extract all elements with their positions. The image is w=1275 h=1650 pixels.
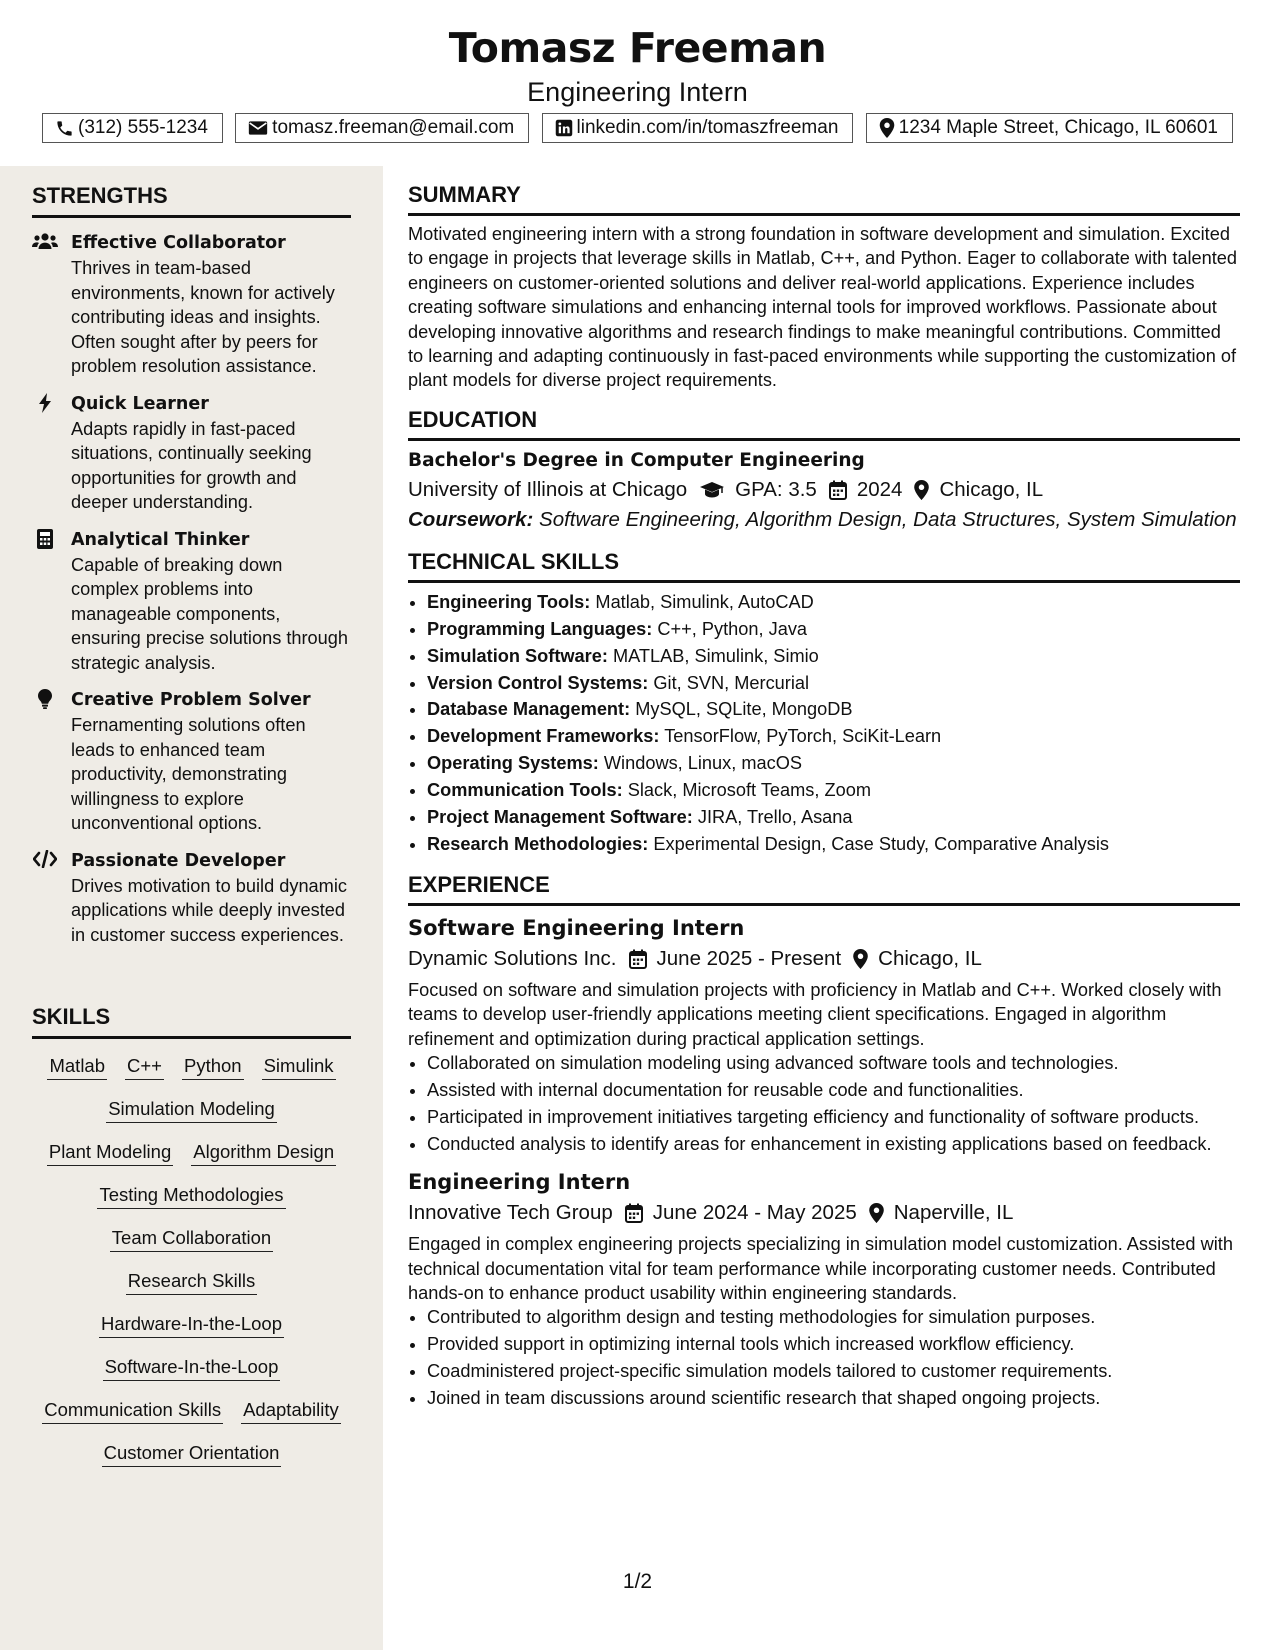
summary-heading: SUMMARY xyxy=(408,182,1240,216)
contact-text: tomasz.freeman@email.com xyxy=(272,117,515,138)
map-pin-icon xyxy=(869,1203,884,1223)
contact-text: 1234 Maple Street, Chicago, IL 60601 xyxy=(898,117,1218,138)
coursework-label: Coursework: xyxy=(408,507,534,531)
list-item: • Contributed to algorithm design and testing methodologies for simulation purposes. xyxy=(427,1305,1240,1329)
experience-section xyxy=(408,872,1240,1411)
skill-tag: Adaptability xyxy=(241,1397,341,1424)
education-meta xyxy=(408,475,1240,505)
graduation-year: 2024 xyxy=(856,477,903,501)
list-item xyxy=(427,643,1240,670)
contact-phone[interactable] xyxy=(42,113,223,143)
skill-values: Windows, Linux, macOS xyxy=(603,753,802,774)
degree-title: Bachelor's Degree in Computer Engineering xyxy=(408,449,865,471)
school-location: Chicago, IL xyxy=(939,477,1044,501)
map-pin-icon xyxy=(879,118,895,138)
skill-row xyxy=(32,1354,351,1381)
page-indicator: 1/2 xyxy=(622,1570,653,1593)
contact-text: (312) 555-1234 xyxy=(78,117,208,138)
list-item: • Collaborated on simulation modeling using advanced software tools and technologies. xyxy=(427,1051,1240,1075)
skill-category: Version Control Systems: xyxy=(427,672,649,693)
contact-linkedin[interactable] xyxy=(542,113,854,143)
skill-row xyxy=(32,1225,351,1252)
skill-values: MATLAB, Simulink, Simio xyxy=(612,645,819,666)
list-item: • Conducted analysis to identify areas for enhancement in existing applications based on feedback. xyxy=(427,1132,1240,1156)
phone-icon xyxy=(55,119,74,138)
experience-heading: EXPERIENCE xyxy=(408,872,1240,906)
envelope-icon xyxy=(248,119,268,137)
skill-tag: Testing Methodologies xyxy=(97,1182,285,1209)
contact-text: linkedin.com/in/tomaszfreeman xyxy=(576,117,839,138)
skill-values: Matlab, Simulink, AutoCAD xyxy=(595,591,814,612)
map-pin-icon xyxy=(853,949,868,969)
skill-values: Git, SVN, Mercurial xyxy=(653,672,810,693)
skill-tag: Customer Orientation xyxy=(102,1440,282,1467)
strength-title: Effective Collaborator xyxy=(71,233,286,253)
company-name: Innovative Tech Group xyxy=(408,1201,613,1225)
skill-category: Project Management Software: xyxy=(427,807,693,828)
skill-row xyxy=(32,1096,351,1123)
skill-tag: Software-In-the-Loop xyxy=(103,1354,281,1381)
skill-row xyxy=(32,1397,351,1424)
calculator-icon xyxy=(32,529,58,554)
candidate-title: Engineering Intern xyxy=(527,77,748,107)
users-icon xyxy=(32,232,58,255)
list-item xyxy=(427,723,1240,750)
skill-tag: Hardware-In-the-Loop xyxy=(99,1311,284,1338)
contact-address[interactable] xyxy=(866,113,1233,143)
list-item: • Provided support in optimizing internal tools which increased workflow efficiency. xyxy=(427,1332,1240,1356)
skill-tag: Algorithm Design xyxy=(191,1139,336,1166)
coursework xyxy=(408,505,1240,535)
education-section xyxy=(408,407,1240,535)
code-icon xyxy=(32,850,58,873)
strength-description: Fernamenting solutions often leads to enhanced team productivity, demonstrating willingness to explore unconventional options. xyxy=(71,715,306,833)
job-location: Chicago, IL xyxy=(878,946,982,970)
skill-row xyxy=(32,1268,351,1295)
strengths-section xyxy=(32,183,351,947)
skill-tag: C++ xyxy=(125,1053,164,1080)
list-item xyxy=(427,831,1240,858)
skill-tag: Research Skills xyxy=(126,1268,258,1295)
job-bullets xyxy=(408,1305,1240,1410)
calendar-icon xyxy=(629,949,647,969)
strength-description: Adapts rapidly in fast-paced situations, continually seeking opportunities for growth and deeper understanding. xyxy=(71,418,312,512)
job-location: Naperville, IL xyxy=(893,1201,1014,1225)
skill-category: Development Frameworks: xyxy=(427,726,660,747)
skill-tag: Python xyxy=(182,1053,244,1080)
skill-values: TensorFlow, PyTorch, SciKit-Learn xyxy=(664,726,942,747)
skill-row xyxy=(32,1440,351,1467)
map-pin-icon xyxy=(914,480,929,500)
skill-tag: Plant Modeling xyxy=(47,1139,173,1166)
job-summary: Engaged in complex engineering projects specializing in simulation model customization. Assisted with technical documentation vital for team performance while incorporating customer needs. Contributed hands-on to enhance product usability within engineering standards. xyxy=(408,1234,1233,1304)
skill-row xyxy=(32,1053,351,1080)
skill-category: Programming Languages: xyxy=(427,618,653,639)
skill-category: Engineering Tools: xyxy=(427,591,591,612)
company-name: Dynamic Solutions Inc. xyxy=(408,946,617,970)
list-item: • Coadministered project-specific simulation models tailored to customer requirements. xyxy=(427,1359,1240,1383)
skill-values: JIRA, Trello, Asana xyxy=(697,807,853,828)
contact-bar xyxy=(42,113,1233,143)
skill-row xyxy=(32,1311,351,1338)
list-item xyxy=(427,589,1240,616)
strength-item xyxy=(32,687,351,836)
list-item: • Joined in team discussions around scientific research that shaped ongoing projects. xyxy=(427,1386,1240,1410)
list-item: • Participated in improvement initiatives targeting efficiency and functionality of software products. xyxy=(427,1105,1240,1129)
skill-tag: Communication Skills xyxy=(42,1397,223,1424)
skill-category: Database Management: xyxy=(427,699,631,720)
job-bullets xyxy=(408,1051,1240,1156)
skill-category: Communication Tools: xyxy=(427,780,623,801)
list-item xyxy=(427,696,1240,723)
skill-row xyxy=(32,1139,351,1166)
candidate-name: Tomasz Freeman xyxy=(448,24,827,72)
summary-section xyxy=(408,182,1240,393)
skill-tag: Simulation Modeling xyxy=(106,1096,277,1123)
list-item: • Assisted with internal documentation for reusable code and functionalities. xyxy=(427,1078,1240,1102)
list-item xyxy=(427,616,1240,643)
list-item xyxy=(427,804,1240,831)
job-entry xyxy=(408,1166,1240,1410)
technical-skills-list xyxy=(408,589,1240,858)
skill-values: MySQL, SQLite, MongoDB xyxy=(635,699,853,720)
graduation-cap-icon xyxy=(699,481,725,499)
linkedin-icon xyxy=(555,119,573,137)
skill-category: Research Methodologies: xyxy=(427,834,649,854)
contact-email[interactable] xyxy=(235,113,529,143)
skill-category: Simulation Software: xyxy=(427,645,608,666)
strengths-heading: STRENGTHS xyxy=(32,183,351,218)
calendar-icon xyxy=(625,1203,643,1223)
strength-title: Quick Learner xyxy=(71,393,209,414)
lightning-bolt-icon xyxy=(32,393,58,418)
job-dates: June 2024 - May 2025 xyxy=(652,1201,857,1225)
strength-description: Thrives in team-based environments, known for actively contributing ideas and insights. Often sought after by peers for problem resolution assistance. xyxy=(71,258,335,376)
strength-description: Drives motivation to build dynamic applications while deeply invested in customer success experiences. xyxy=(71,875,347,945)
skills-heading: SKILLS xyxy=(32,1004,351,1039)
strength-item xyxy=(32,391,351,515)
strength-item xyxy=(32,527,351,676)
skill-row xyxy=(32,1182,351,1209)
job-summary: Focused on software and simulation projects with proficiency in Matlab and C++. Worked closely with teams to develop user-friendly applications meeting client specifications. Engaged in algorithm refinement and optimization during practical application settings. xyxy=(408,979,1222,1049)
job-title: Software Engineering Intern xyxy=(408,915,745,940)
job-meta xyxy=(408,1198,1240,1228)
sidebar xyxy=(0,166,383,1650)
strength-title: Passionate Developer xyxy=(71,850,286,871)
skill-category: Operating Systems: xyxy=(427,753,599,774)
skill-values: Experimental Design, Case Study, Comparative Analysis xyxy=(653,834,1109,854)
lightbulb-icon xyxy=(32,689,58,714)
job-meta xyxy=(408,944,1240,974)
skill-values: Slack, Microsoft Teams, Zoom xyxy=(627,780,871,801)
strength-item xyxy=(32,230,351,379)
coursework-list: Software Engineering, Algorithm Design, Data Structures, System Simulation xyxy=(539,507,1237,531)
skill-tag: Simulink xyxy=(262,1053,336,1080)
job-title: Engineering Intern xyxy=(408,1170,631,1195)
skills-tag-cloud xyxy=(32,1053,351,1467)
strength-description: Capable of breaking down complex problems into manageable components, ensuring precise solutions through strategic analysis. xyxy=(71,554,349,673)
skill-tag: Team Collaboration xyxy=(110,1225,273,1252)
list-item xyxy=(427,777,1240,804)
main-column xyxy=(408,182,1240,1425)
strength-title: Analytical Thinker xyxy=(71,529,250,550)
strength-title: Creative Problem Solver xyxy=(71,690,311,710)
resume-header xyxy=(0,20,1275,108)
list-item xyxy=(427,750,1240,777)
summary-text: Motivated engineering intern with a strong foundation in software development and simulation. Excited to engage in projects that leverage skills in Matlab, C++, and Python. Eager to collaborate with talented engineers on customer-oriented solutions and deliver real-world applications. Experience includes creating software simulations and enhancing internal tools for improved workflows. Passionate about developing innovative algorithms and research findings to make meaningful contributions. Committed to learning and adapting continuously in fast-paced environments while supporting the customization of plant models for diverse project requirements. xyxy=(408,224,1238,391)
strength-item xyxy=(32,848,351,948)
calendar-icon xyxy=(829,480,847,500)
technical-skills-heading: TECHNICAL SKILLS xyxy=(408,549,1240,583)
education-heading: EDUCATION xyxy=(408,407,1240,441)
school-name: University of Illinois at Chicago xyxy=(408,477,688,501)
job-entry xyxy=(408,912,1240,1156)
gpa: GPA: 3.5 xyxy=(735,477,817,501)
technical-skills-section xyxy=(408,549,1240,858)
job-dates: June 2025 - Present xyxy=(656,946,842,970)
skills-section xyxy=(32,1004,351,1483)
skill-values: C++, Python, Java xyxy=(657,618,808,639)
skill-tag: Matlab xyxy=(47,1053,107,1080)
list-item xyxy=(427,670,1240,697)
